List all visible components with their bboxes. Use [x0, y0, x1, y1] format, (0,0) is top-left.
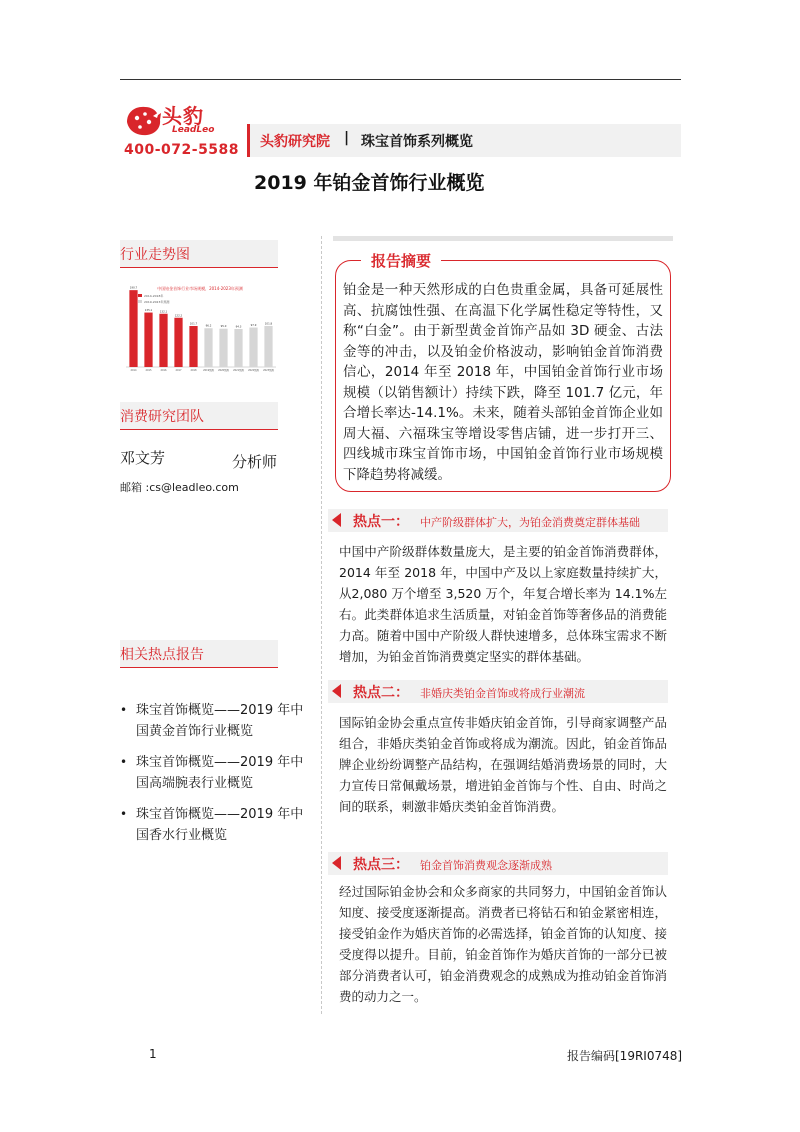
leopard-logo-icon [123, 100, 163, 140]
chart-tick-label: 2023预测 [263, 369, 274, 372]
bullet-icon: • [120, 703, 128, 717]
chart-tick-label: 2022预测 [248, 369, 259, 372]
chart-data-label: 132.1 [159, 310, 168, 314]
chart-data-label: 101.8 [264, 322, 273, 326]
market-size-chart [120, 283, 280, 379]
chart-bar [159, 314, 167, 367]
legend-swatch [138, 300, 142, 303]
series-separator: | [344, 130, 350, 146]
column-divider [321, 236, 322, 1014]
hotspot-2-header [328, 680, 668, 703]
chart-title: 中国铂金首饰行业市场规模，2014-2023年预测 [157, 286, 243, 291]
chart-bar [174, 318, 182, 367]
hotspot-1-title: 热点一： [353, 514, 409, 530]
arrow-left-icon [332, 684, 341, 698]
legend-entry: 2019-2023年预测 [144, 300, 170, 304]
team-heading: 消费研究团队 [120, 402, 278, 430]
related-report-list [120, 700, 310, 856]
chart-tick-label: 2019预测 [203, 369, 214, 372]
hotspot-1-subtitle: 中产阶级群体扩大，为铂金消费奠定群体基础 [420, 516, 640, 529]
bullet-icon: • [120, 755, 128, 769]
chart-bar [189, 326, 197, 367]
series-org: 头豹研究院 [260, 134, 330, 150]
legend-entry: 2014-2018年 [144, 294, 164, 298]
hotspot-3-subtitle: 铂金首饰消费观念逐渐成熟 [420, 859, 552, 872]
chart-data-label: 135.1 [144, 309, 153, 313]
chart-bar [144, 313, 152, 367]
team-heading-rule [120, 429, 278, 430]
trend-heading-rule [120, 267, 278, 268]
brand-name-en: LeadLeo [172, 125, 215, 135]
chart-data-label: 95.0 [220, 325, 227, 329]
chart-tick-label: 2021预测 [233, 369, 244, 372]
hotspot-3-header [328, 852, 668, 875]
hotspot-2-text: 国际铂金协会重点宣传非婚庆铂金首饰，引导商家调整产品组合，非婚庆类铂金首饰或将成为潮流。因此，铂金首饰品牌企业纷纷调整产品结构，在强调结婚消费场景的同时，大力宣传日常佩戴场景，增进铂金首饰与个性、自由、时尚之间的联系，刺激非婚庆类铂金首饰消费。 [339, 715, 667, 814]
chart-data-label: 97.9 [250, 324, 257, 328]
chart-bar [234, 329, 242, 367]
arrow-left-icon [332, 513, 341, 527]
hotspot-2-subtitle: 非婚庆类铂金首饰或将成行业潮流 [420, 687, 585, 700]
hotspot-1-header [328, 509, 668, 532]
chart-data-label: 94.3 [235, 325, 242, 329]
chart-data-label: 96.2 [205, 324, 212, 328]
hotspot-2-title: 热点二： [353, 685, 409, 701]
phone-number: 400-072-5588 [124, 142, 240, 158]
chart-tick-label: 2016 [160, 369, 167, 372]
top-rule [120, 79, 681, 80]
chart-data-label: 101.7 [189, 322, 198, 326]
brand-name-cn: 头豹 [162, 104, 204, 128]
series-banner [247, 124, 681, 157]
legend-swatch [138, 294, 142, 297]
arrow-left-icon [332, 856, 341, 870]
trend-heading: 行业走势图 [120, 240, 278, 268]
chart-tick-label: 2018 [190, 369, 197, 372]
series-name: 珠宝首饰系列概览 [361, 134, 473, 150]
analyst-role: 分析师 [232, 453, 278, 471]
related-heading-rule [120, 667, 278, 668]
chart-bar [204, 328, 212, 367]
chart-bar [129, 290, 137, 367]
abstract-top-strip [333, 236, 673, 241]
analyst-email[interactable]: 邮箱 :cs@leadleo.com [120, 481, 239, 494]
page-number: 1 [149, 1047, 157, 1061]
related-report-item[interactable]: • 珠宝首饰概览——2019 年中国香水行业概览 [120, 804, 310, 846]
analyst-name: 邓文芳 [120, 449, 166, 467]
chart-tick-label: 2014 [130, 369, 137, 372]
chart-data-label: 122.2 [174, 314, 183, 318]
chart-tick-label: 2015 [145, 369, 152, 372]
hotspot-3-title: 热点三： [353, 857, 409, 873]
related-report-item[interactable]: • 珠宝首饰概览——2019 年中国黄金首饰行业概览 [120, 700, 310, 742]
bullet-icon: • [120, 807, 128, 821]
chart-data-label: 190.7 [129, 286, 138, 290]
hotspot-3-text: 经过国际铂金协会和众多商家的共同努力，中国铂金首饰认知度、接受度逐渐提高。消费者已将钻石和铂金紧密相连，接受铂金作为婚庆首饰的必需选择，铂金首饰的认知度、接受度得以提升。目前，铂金首饰作为婚庆首饰的一部分已被部分消费者认可，铂金消费观念的成熟成为推动铂金首饰消费的动力之一。 [339, 884, 667, 1004]
hotspot-1-text: 中国中产阶级群体数量庞大，是主要的铂金首饰消费群体，2014 年至 2018 年，中国中产及以上家庭数量持续扩大，从2,080 万个增至 3,520 万个，年复合增长率为 14.1%左右。此类群体追求生活质量，对铂金首饰等奢侈品的消费能力高。随着中国中产阶级人群快速增多，总体珠宝需求不断增加，为铂金首饰消费奠定坚实的群体基础。 [339, 544, 667, 664]
related-heading: 相关热点报告 [120, 640, 278, 668]
abstract-text: 铂金是一种天然形成的白色贵重金属，具备可延展性高、抗腐蚀性强、在高温下化学属性稳定等特性，又称“白金”。由于新型黄金首饰产品如 3D 硬金、古法金等的冲击，以及铂金价格波动，影响铂金首饰消费信心，2014 年至 2018 年，中国铂金首饰行业市场规模（以销售额计）持续下跌，降至 101.7 亿元，年合增长率达-14.1%。未来，随着头部铂金首饰企业如周大福、六福珠宝等增设零售店铺，进一步打开三、四线城市珠宝首饰市场，中国铂金首饰行业市场规模下降趋势将减缓。 [343, 282, 663, 483]
chart-tick-label: 2017 [175, 369, 182, 372]
page-title: 2019 年铂金首饰行业概览 [254, 172, 485, 194]
chart-bar [249, 328, 257, 367]
related-report-item[interactable]: • 珠宝首饰概览——2019 年中国高端腕表行业概览 [120, 752, 310, 794]
chart-tick-label: 2020预测 [218, 369, 229, 372]
report-code: 报告编码[19RI0748] [567, 1049, 683, 1063]
chart-bar [264, 326, 272, 367]
abstract-label: 报告摘要 [361, 250, 441, 272]
chart-bar [219, 329, 227, 367]
